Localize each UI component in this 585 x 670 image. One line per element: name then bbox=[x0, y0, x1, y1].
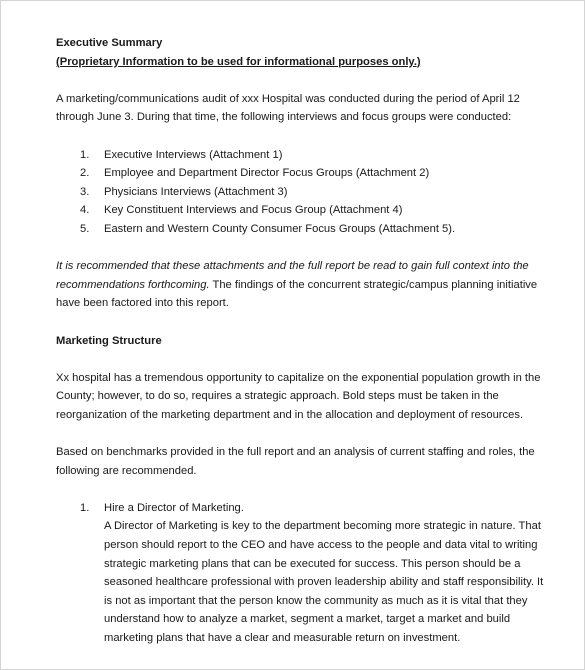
spacer bbox=[56, 127, 546, 146]
list-item-text: Eastern and Western County Consumer Focus Groups (Attachment 5). bbox=[104, 222, 456, 235]
marketing-paragraph-2: Based on benchmarks provided in the full report and an analysis of current staffing and roles, the following are recommended. bbox=[56, 446, 535, 477]
recommendation-item-body bbox=[104, 499, 546, 648]
list-number: 1. bbox=[80, 501, 90, 514]
list-item-text: Physicians Interviews (Attachment 3) bbox=[104, 185, 288, 198]
spacer bbox=[56, 239, 546, 258]
recommendation-italic-text: It is recommended that these attachments and the full report be read to gain full context into the recommendations forthcoming. bbox=[56, 260, 529, 291]
list-item-text: Executive Interviews (Attachment 1) bbox=[104, 148, 283, 161]
marketing-paragraph-1: Xx hospital has a tremendous opportunity to capitalize on the exponential population growth in the County; however, to do so, requires a strategic approach. Bold steps must be taken in the reorganization of the marketing department and in the allocation and deployment of resources. bbox=[56, 371, 541, 421]
list-number: 3. bbox=[80, 185, 90, 198]
spacer bbox=[56, 350, 546, 369]
list-item bbox=[56, 201, 546, 220]
section-title-executive-summary: Executive Summary bbox=[56, 37, 163, 49]
list-item bbox=[56, 183, 546, 202]
list-item-text: Key Constituent Interviews and Focus Group (Attachment 4) bbox=[104, 204, 403, 217]
list-number: 4. bbox=[80, 204, 90, 217]
list-item bbox=[56, 164, 546, 183]
proprietary-notice: (Proprietary Information to be used for informational purposes only.) bbox=[56, 55, 421, 68]
spacer bbox=[56, 424, 546, 443]
spacer bbox=[56, 71, 546, 90]
section-title-marketing-structure: Marketing Structure bbox=[56, 334, 162, 347]
recommendation-item bbox=[56, 499, 546, 648]
list-item bbox=[56, 220, 546, 239]
recommendation-item-text: A Director of Marketing is key to the department becoming more strategic in nature. That person should report to the CEO and have access to the people and data vital to writing strategic marketing plans that can be executed for success. This person should be a seasoned healthcare professional with proven leadership ability and staff responsibility. It is not as important that the person know the community as much as it is vital that they understand how to analyze a market, segment a market, target a market and build marketing plans that have a clear and measurable return on investment. bbox=[104, 520, 544, 644]
spacer bbox=[56, 480, 546, 499]
list-number: 1. bbox=[80, 148, 90, 161]
recommendation-paragraph bbox=[56, 257, 546, 313]
list-number: 5. bbox=[80, 222, 90, 235]
recommendation-item-title: Hire a Director of Marketing. bbox=[104, 501, 244, 514]
intro-paragraph: A marketing/communications audit of xxx Hospital was conducted during the period of April 12 through June 3. During that time, the following interviews and focus groups were conducted: bbox=[56, 92, 520, 124]
list-item-text: Employee and Department Director Focus Groups (Attachment 2) bbox=[104, 167, 430, 180]
attachment-list bbox=[56, 146, 546, 239]
list-number: 2. bbox=[80, 167, 90, 180]
spacer bbox=[56, 313, 546, 332]
list-item bbox=[56, 146, 546, 165]
document-body bbox=[56, 34, 546, 648]
recommendation-text: The findings of the concurrent strategic/campus planning initiative have been factored into this report. bbox=[56, 278, 538, 310]
